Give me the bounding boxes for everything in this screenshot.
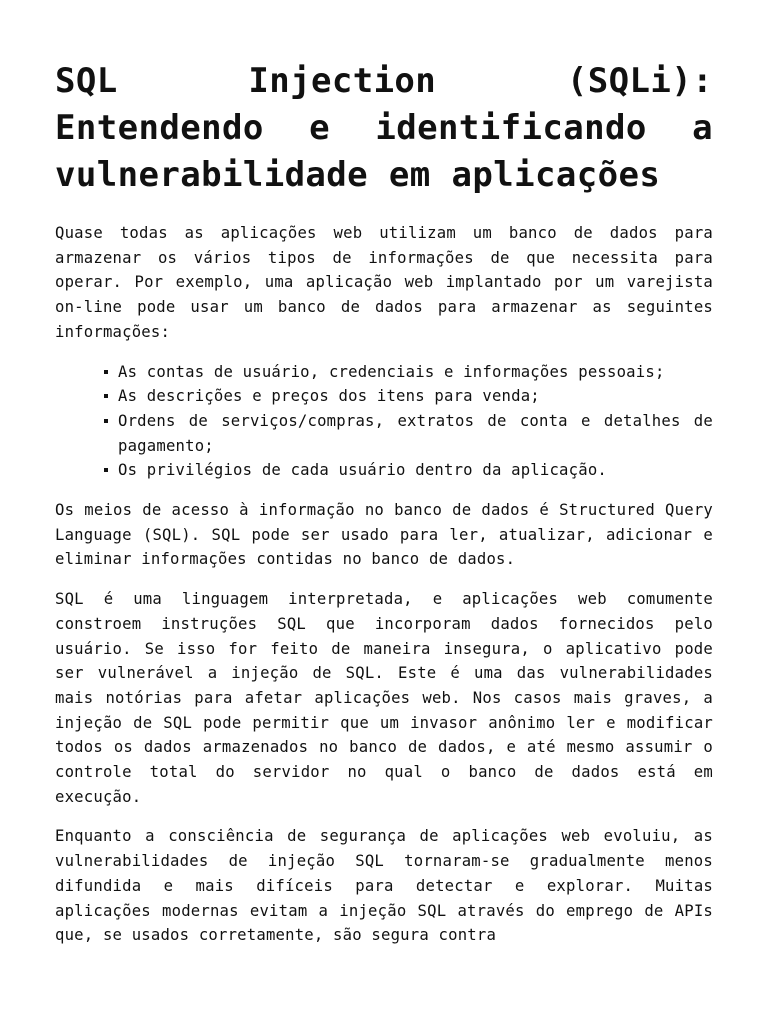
- list-item-text: Os privilégios de cada usuário dentro da aplicação.: [118, 461, 607, 480]
- list-item-text: As descrições e preços dos itens para venda;: [118, 387, 540, 406]
- list-item: [118, 409, 713, 458]
- paragraph-sql-access: Os meios de acesso à informação no banco de dados é Structured Query Language (SQL). SQL pode ser usado para ler, atualizar, adicionar e eliminar informações contidas no banco de dados.: [55, 501, 713, 569]
- list-item: [118, 458, 713, 483]
- list-item-text: Ordens de serviços/compras, extratos de conta e detalhes de pagamento;: [118, 411, 713, 455]
- bullet-icon: [104, 394, 108, 398]
- paragraph-sql-interpreted: SQL é uma linguagem interpretada, e aplicações web comumente constroem instruções SQL que incorporam dados fornecidos pelo usuário. Se isso for feito de maneira insegura, o aplicativo pode ser vulnerável a injeção de SQL. Este é uma das vulnerabilidades mais notórias para afetar aplicações web. Nos casos mais graves, a injeção de SQL pode permitir que um invasor anônimo ler e modificar todos os dados armazenados no banco de dados, e até mesmo assumir o controle total do servidor no qual o banco de dados está em execução.: [55, 590, 713, 806]
- bullet-icon: [104, 370, 108, 374]
- info-list: [55, 360, 713, 484]
- list-item-text: As contas de usuário, credenciais e informações pessoais;: [118, 362, 665, 381]
- list-item: [118, 384, 713, 409]
- paragraph-intro: Quase todas as aplicações web utilizam um banco de dados para armazenar os vários tipos de informações de que necessita para operar. Por exemplo, uma aplicação web implantado por um varejista on-line pode usar um banco de dados para armazenar as seguintes informações:: [55, 224, 713, 341]
- list-item: [118, 360, 713, 385]
- document-title: SQL Injection (SQLi): Entendendo e identificando a vulnerabilidade em aplicações: [55, 61, 713, 195]
- bullet-icon: [104, 419, 108, 423]
- bullet-icon: [104, 468, 108, 472]
- document-page: [55, 58, 713, 963]
- paragraph-security-evolution: Enquanto a consciência de segurança de aplicações web evoluiu, as vulnerabilidades de injeção SQL tornaram-se gradualmente menos difundida e mais difíceis para detectar e explorar. Muitas aplicações modernas evitam a injeção SQL através do emprego de APIs que, se usados corretamente, são segura contra: [55, 827, 713, 945]
